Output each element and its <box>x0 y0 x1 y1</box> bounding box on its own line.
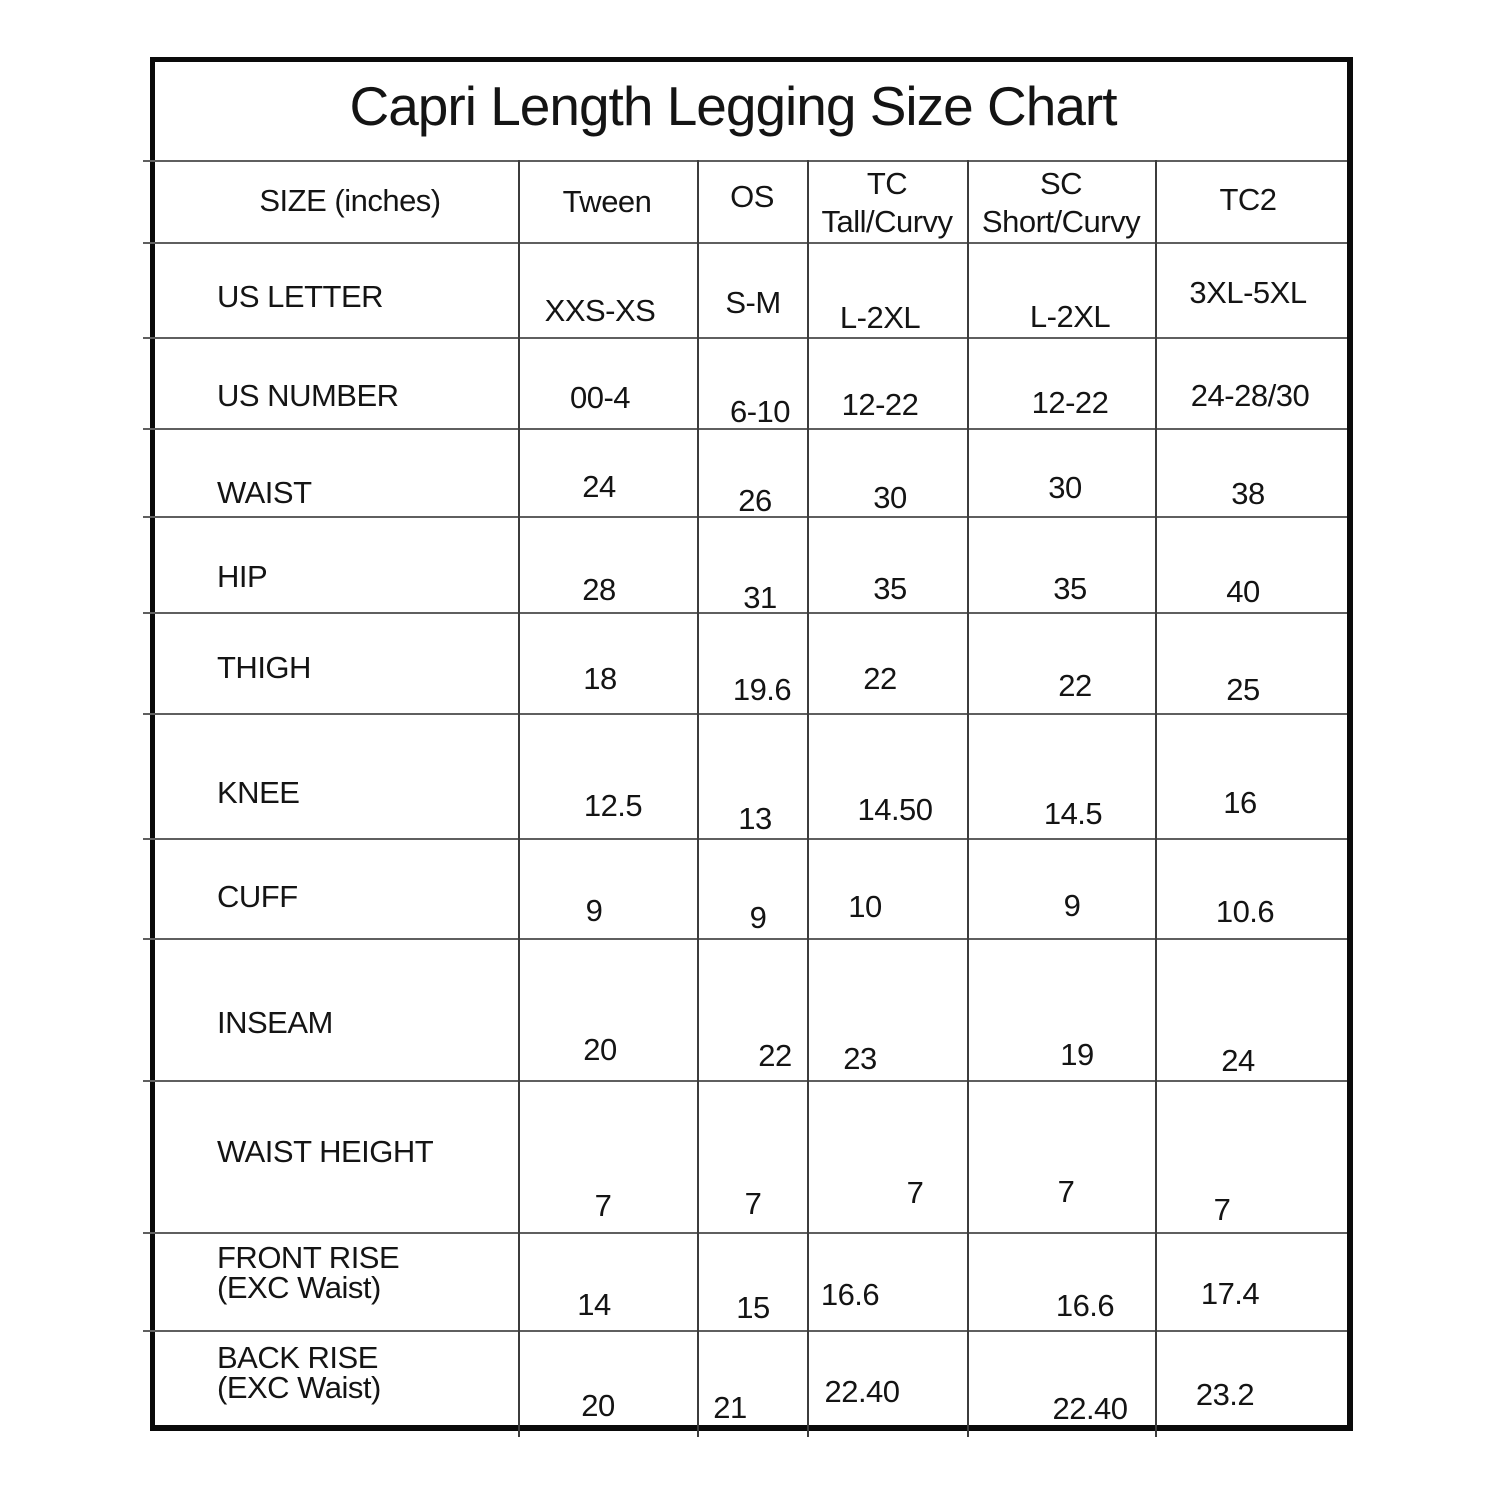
cell: 35 <box>873 571 907 606</box>
grid-line-h <box>143 1080 1347 1082</box>
cell: 14.50 <box>857 792 933 827</box>
cell: 00-4 <box>569 380 631 415</box>
row-label-front-rise: FRONT RISE <box>217 1240 400 1275</box>
cell: 14.5 <box>1043 796 1103 831</box>
cell: 35 <box>1053 571 1087 606</box>
cell: 21 <box>713 1390 747 1425</box>
column-header-os: OS <box>730 179 774 214</box>
row-label-waist: WAIST <box>217 475 312 510</box>
cell: 14 <box>577 1287 611 1322</box>
chart-title: Capri Length Legging Size Chart <box>349 75 1117 137</box>
grid-line-v <box>697 160 699 1437</box>
cell: 13 <box>738 801 772 836</box>
cell: 25 <box>1226 672 1260 707</box>
row-label-back-rise-sub: (EXC Waist) <box>217 1370 381 1405</box>
column-header-sc: SC <box>1039 166 1083 201</box>
grid-line-v <box>967 160 969 1437</box>
row-label-inseam: INSEAM <box>217 1005 333 1040</box>
grid-line-h <box>143 242 1347 244</box>
grid-line-h <box>143 713 1347 715</box>
cell: 24-28/30 <box>1190 378 1310 413</box>
grid-line-h <box>143 160 1347 162</box>
cell: L-2XL <box>839 300 921 335</box>
table-border-left <box>150 57 155 1431</box>
cell: 10 <box>848 889 882 924</box>
row-label-cuff: CUFF <box>217 879 298 914</box>
row-label-waist-height: WAIST HEIGHT <box>217 1134 434 1169</box>
cell: 26 <box>738 483 772 518</box>
cell: 19.6 <box>732 672 792 707</box>
column-header-sc-sub: Short/Curvy <box>981 204 1141 239</box>
cell: 20 <box>581 1388 615 1423</box>
cell: 16 <box>1223 785 1257 820</box>
cell: 7 <box>1057 1174 1075 1209</box>
cell: 24 <box>1221 1043 1255 1078</box>
cell: 38 <box>1231 476 1265 511</box>
cell: 9 <box>585 893 603 928</box>
cell: 6-10 <box>729 394 791 429</box>
row-label-us-letter: US LETTER <box>217 279 384 314</box>
cell: 22 <box>1058 668 1092 703</box>
cell: 12.5 <box>583 788 643 823</box>
column-header-tween: Tween <box>562 184 652 219</box>
cell: 30 <box>873 480 907 515</box>
grid-line-h <box>143 337 1347 339</box>
cell: 19 <box>1060 1037 1094 1072</box>
cell: 20 <box>583 1032 617 1067</box>
row-label-us-number: US NUMBER <box>217 378 399 413</box>
cell: 7 <box>906 1175 924 1210</box>
column-header-tc: TC <box>866 166 908 201</box>
cell: L-2XL <box>1029 299 1111 334</box>
grid-line-v <box>807 160 809 1437</box>
cell: 40 <box>1226 574 1260 609</box>
cell: 12-22 <box>841 387 919 422</box>
table-border-right <box>1347 57 1353 1431</box>
row-label-knee: KNEE <box>217 775 300 810</box>
row-label-back-rise: BACK RISE <box>217 1340 378 1375</box>
corner-header: SIZE (inches) <box>259 183 441 218</box>
cell: 7 <box>1213 1192 1231 1227</box>
cell: 9 <box>749 900 767 935</box>
cell: 10.6 <box>1215 894 1275 929</box>
cell: 22 <box>863 661 897 696</box>
cell: 23.2 <box>1195 1377 1255 1412</box>
cell: 9 <box>1063 888 1081 923</box>
cell: 12-22 <box>1031 385 1109 420</box>
cell: 7 <box>744 1186 762 1221</box>
cell: XXS-XS <box>544 293 656 328</box>
cell: 23 <box>843 1041 877 1076</box>
cell: 17.4 <box>1200 1276 1260 1311</box>
cell: S-M <box>725 285 781 320</box>
column-header-tc-sub: Tall/Curvy <box>821 204 953 239</box>
grid-line-h <box>143 938 1347 940</box>
cell: 7 <box>594 1188 612 1223</box>
cell: 31 <box>743 580 777 615</box>
table-border-top <box>150 57 1353 62</box>
grid-line-v <box>1155 160 1157 1437</box>
row-label-front-rise-sub: (EXC Waist) <box>217 1270 381 1305</box>
cell: 18 <box>583 661 617 696</box>
size-chart-table <box>155 62 1347 1425</box>
column-header-tc2: TC2 <box>1219 182 1277 217</box>
cell: 16.6 <box>820 1277 880 1312</box>
cell: 22.40 <box>1052 1391 1128 1426</box>
cell: 24 <box>582 469 616 504</box>
grid-line-h <box>143 838 1347 840</box>
grid-line-v <box>518 160 520 1437</box>
grid-line-h <box>143 1330 1347 1332</box>
cell: 22 <box>758 1038 792 1073</box>
cell: 16.6 <box>1055 1288 1115 1323</box>
cell: 22.40 <box>824 1374 900 1409</box>
cell: 30 <box>1048 470 1082 505</box>
grid-line-h <box>143 1232 1347 1234</box>
table-border-bottom <box>150 1425 1353 1431</box>
cell: 3XL-5XL <box>1189 275 1307 310</box>
cell: 28 <box>582 572 616 607</box>
row-label-thigh: THIGH <box>217 650 311 685</box>
cell: 15 <box>736 1290 770 1325</box>
row-label-hip: HIP <box>217 559 268 594</box>
